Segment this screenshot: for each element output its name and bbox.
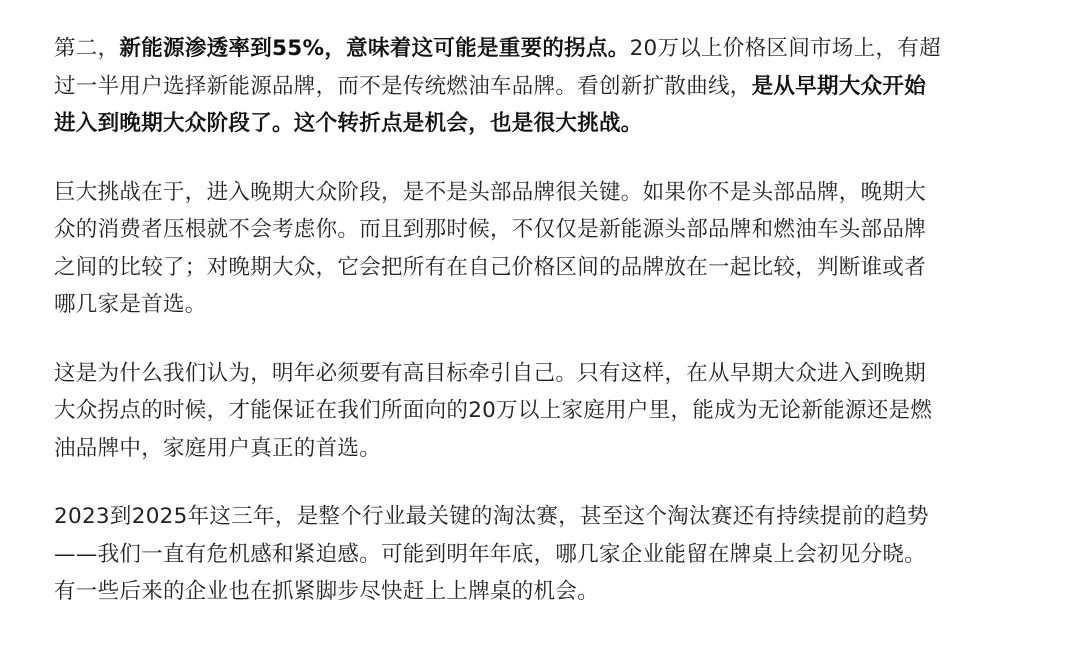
bold-text: 是从早期大众开始 bbox=[751, 73, 927, 99]
article-body bbox=[54, 30, 1014, 642]
text-span: 第二， bbox=[54, 36, 120, 61]
paragraph-2 bbox=[54, 174, 1014, 324]
paragraph-line: 哪几家是首选。 bbox=[54, 292, 207, 317]
text-span: 20万以上价格区间市场上，有超 bbox=[629, 36, 941, 61]
bold-text: 进入到晚期大众阶段了。这个转折点是机会，也是很大挑战。 bbox=[54, 111, 643, 136]
paragraph-line: 众的消费者压根就不会考虑你。而且到那时候，不仅仅是新能源头部品牌和燃油车头部品牌 bbox=[54, 217, 927, 242]
paragraph-3 bbox=[54, 355, 1014, 468]
paragraph-line bbox=[54, 105, 1014, 143]
paragraph-line: 有一些后来的企业也在抓紧脚步尽快赶上上牌桌的机会。 bbox=[54, 579, 600, 604]
paragraph-line: 油品牌中，家庭用户真正的首选。 bbox=[54, 435, 382, 461]
paragraph-line: 巨大挑战在于，进入晚期大众阶段，是不是头部品牌很关键。如果你不是头部品牌，晚期大 bbox=[54, 179, 927, 205]
paragraph-1 bbox=[54, 30, 1014, 143]
paragraph-line: 之间的比较了；对晚期大众，它会把所有在自己价格区间的品牌放在一起比较，判断谁或者 bbox=[54, 254, 927, 280]
paragraph-line: 大众拐点的时候，才能保证在我们所面向的20万以上家庭用户里，能成为无论新能源还是燃 bbox=[54, 398, 933, 423]
paragraph-line bbox=[54, 30, 1014, 68]
paragraph-line: 这是为什么我们认为，明年必须要有高目标牵引自己。只有这样，在从早期大众进入到晚期 bbox=[54, 360, 927, 386]
paragraph-line: ——我们一直有危机感和紧迫感。可能到明年年底，哪几家企业能留在牌桌上会初见分晓。 bbox=[54, 541, 927, 567]
paragraph-4 bbox=[54, 498, 1014, 611]
text-span: 过一半用户选择新能源品牌，而不是传统燃油车品牌。看创新扩散曲线， bbox=[54, 73, 752, 99]
bold-text: 新能源渗透率到55%，意味着这可能是重要的拐点。 bbox=[119, 36, 630, 61]
paragraph-line bbox=[54, 68, 1014, 106]
paragraph-line: 2023到2025年这三年，是整个行业最关键的淘汰赛，甚至这个淘汰赛还有持续提前的趋势 bbox=[54, 504, 929, 529]
